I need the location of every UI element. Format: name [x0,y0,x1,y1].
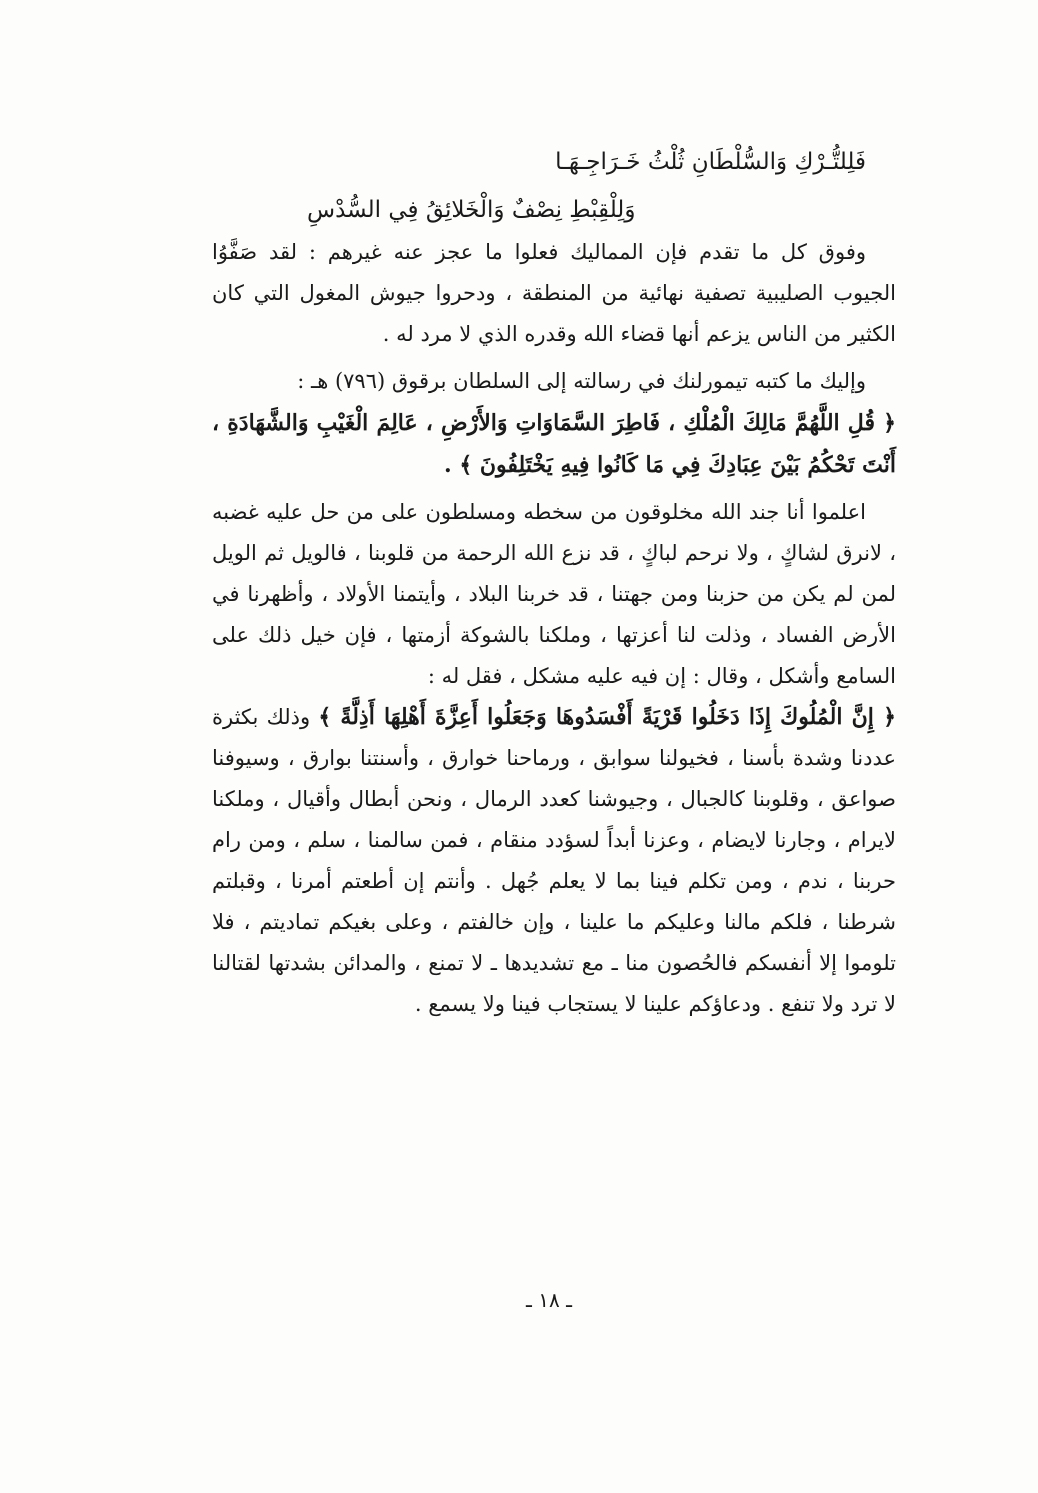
quran-verse-2: ﴿ إِنَّ الْمُلُوكَ إِذَا دَخَلُوا قَرْيَةً أَفْسَدُوهَا وَجَعَلُوا أَعِزَّةَ أَهْلِهَا أَذِلَّةً ﴾ [318,704,896,730]
poem-verse-2: وَلِلْقِبْطِ نِصْفٌ وَالْخَلائِقُ فِي السُّدْسِ [307,197,636,223]
page-content [212,140,896,1025]
paragraph-letter-body: وذلك بكثرة عددنا وشدة بأسنا ، فخيولنا سوابق ، ورماحنا خوارق ، وأسنتنا بوارق ، وسيوفنا صواعق ، وقلوبنا كالجبال ، وجيوشنا كعدد الرمال ، ونحن أبطال وأقيال ، وملكنا لايرام ، وجارنا لايضام ، وعزنا أبداً لسؤدد منقام ، فمن سالمنا ، سلم ، ومن رام حربنا ، ندم ، ومن تكلم فينا بما لا يعلم جُهل . وأنتم إن أطعتم أمرنا ، وقبلتم شرطنا ، فلكم مالنا وعليكم ما علينا ، وإن خالفتم ، وعلى بغيكم تماديتم ، فلا تلوموا إلا أنفسكم فالحُصون منا ـ مع تشديدها ـ لا تمنع ، والمدائن بشدتها لقتالنا لا ترد ولا تنفع . ودعاؤكم علينا لا يستجاب فينا ولا يسمع . [212,705,896,1016]
poem-verse-1: فَلِلتُّـرْكِ وَالسُّلْطَانِ ثُلْثُ خَـرَاجِـهَـا [555,149,866,175]
paragraph-timur-letter: اعلموا أنا جند الله مخلوقون من سخطه ومسلطون على من حل عليه غضبه ، لانرق لشاكٍ ، ولا نرحم لباكٍ ، قد نزع الله الرحمة من قلوبنا ، فالويل ثم الويل لمن لم يكن من حزبنا ومن جهتنا ، قد خربنا البلاد ، وأيتمنا الأولاد ، وأظهرنا في الأرض الفساد ، وذلت لنا أعزتها ، وملكنا بالشوكة أزمتها ، فإن خيل ذلك على السامع وأشكل ، وقال : إن فيه عليه مشكل ، فقل له : [212,500,896,688]
page-number: ـ ١٨ ـ [526,1288,572,1312]
quran-verse-1: ﴿ قُلِ اللَّهُمَّ مَالِكَ الْمُلْكِ ، فَاطِرَ السَّمَاوَاتِ وَالأَرْضِ ، عَالِمَ الْغَيْبِ وَالشَّهَادَةِ ، أَنْتَ تَحْكُمُ بَيْنَ عِبَادِكَ فِي مَا كَانُوا فِيهِ يَخْتَلِفُونَ ﴾ . [212,410,896,478]
paragraph-letter-continued [212,697,896,1025]
paragraph-timur-intro: وإليك ما كتبه تيمورلنك في رسالته إلى السلطان برقوق (٧٩٦) هـ : [297,369,866,393]
paragraph-mamluks: وفوق كل ما تقدم فإن المماليك فعلوا ما عجز عنه غيرهم : لقد صَفَّوُا الجيوب الصليبية تصفية نهائية من المنطقة ، ودحروا جيوش المغول التي كان الكثير من الناس يزعم أنها قضاء الله وقدره الذي لا مرد له . [212,240,896,346]
